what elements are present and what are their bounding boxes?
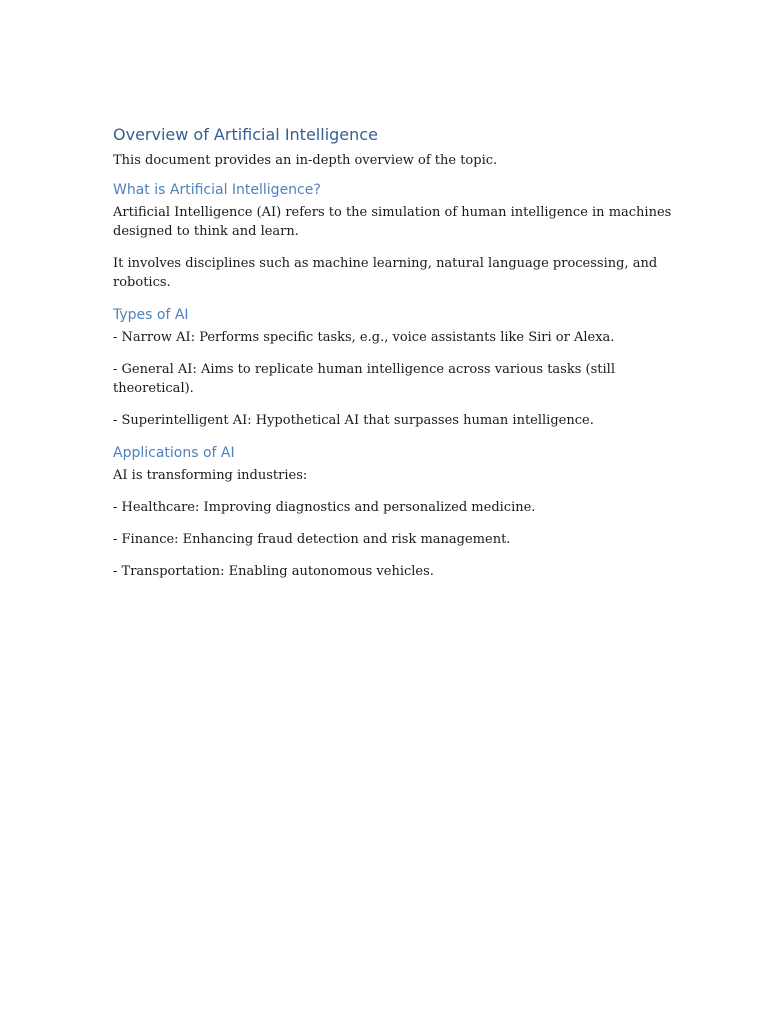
list-item-healthcare: - Healthcare: Improving diagnostics and personalized medicine. (113, 500, 536, 515)
document-body (113, 124, 673, 594)
paragraph-ai-disciplines: It involves disciplines such as machine learning, natural language processing, and robotics. (113, 256, 658, 290)
section-heading-applications: Applications of AI (113, 445, 235, 461)
list-item-general-ai: - General AI: Aims to replicate human intelligence across various tasks (still theoretical). (113, 362, 615, 396)
section-heading-what-is-ai: What is Artificial Intelligence? (113, 182, 321, 198)
list-item-narrow-ai: - Narrow AI: Performs specific tasks, e.g., voice assistants like Siri or Alexa. (113, 330, 615, 345)
section-heading-types-of-ai: Types of AI (113, 307, 189, 323)
list-item-superintelligent-ai: - Superintelligent AI: Hypothetical AI that surpasses human intelligence. (113, 413, 594, 428)
list-item-transportation: - Transportation: Enabling autonomous vehicles. (113, 564, 434, 579)
paragraph-ai-definition: Artificial Intelligence (AI) refers to the simulation of human intelligence in machines designed to think and learn. (113, 205, 672, 239)
paragraph-applications-intro: AI is transforming industries: (113, 468, 308, 483)
document-intro: This document provides an in-depth overview of the topic. (113, 153, 498, 168)
document-title: Overview of Artificial Intelligence (113, 125, 378, 144)
list-item-finance: - Finance: Enhancing fraud detection and risk management. (113, 532, 511, 547)
